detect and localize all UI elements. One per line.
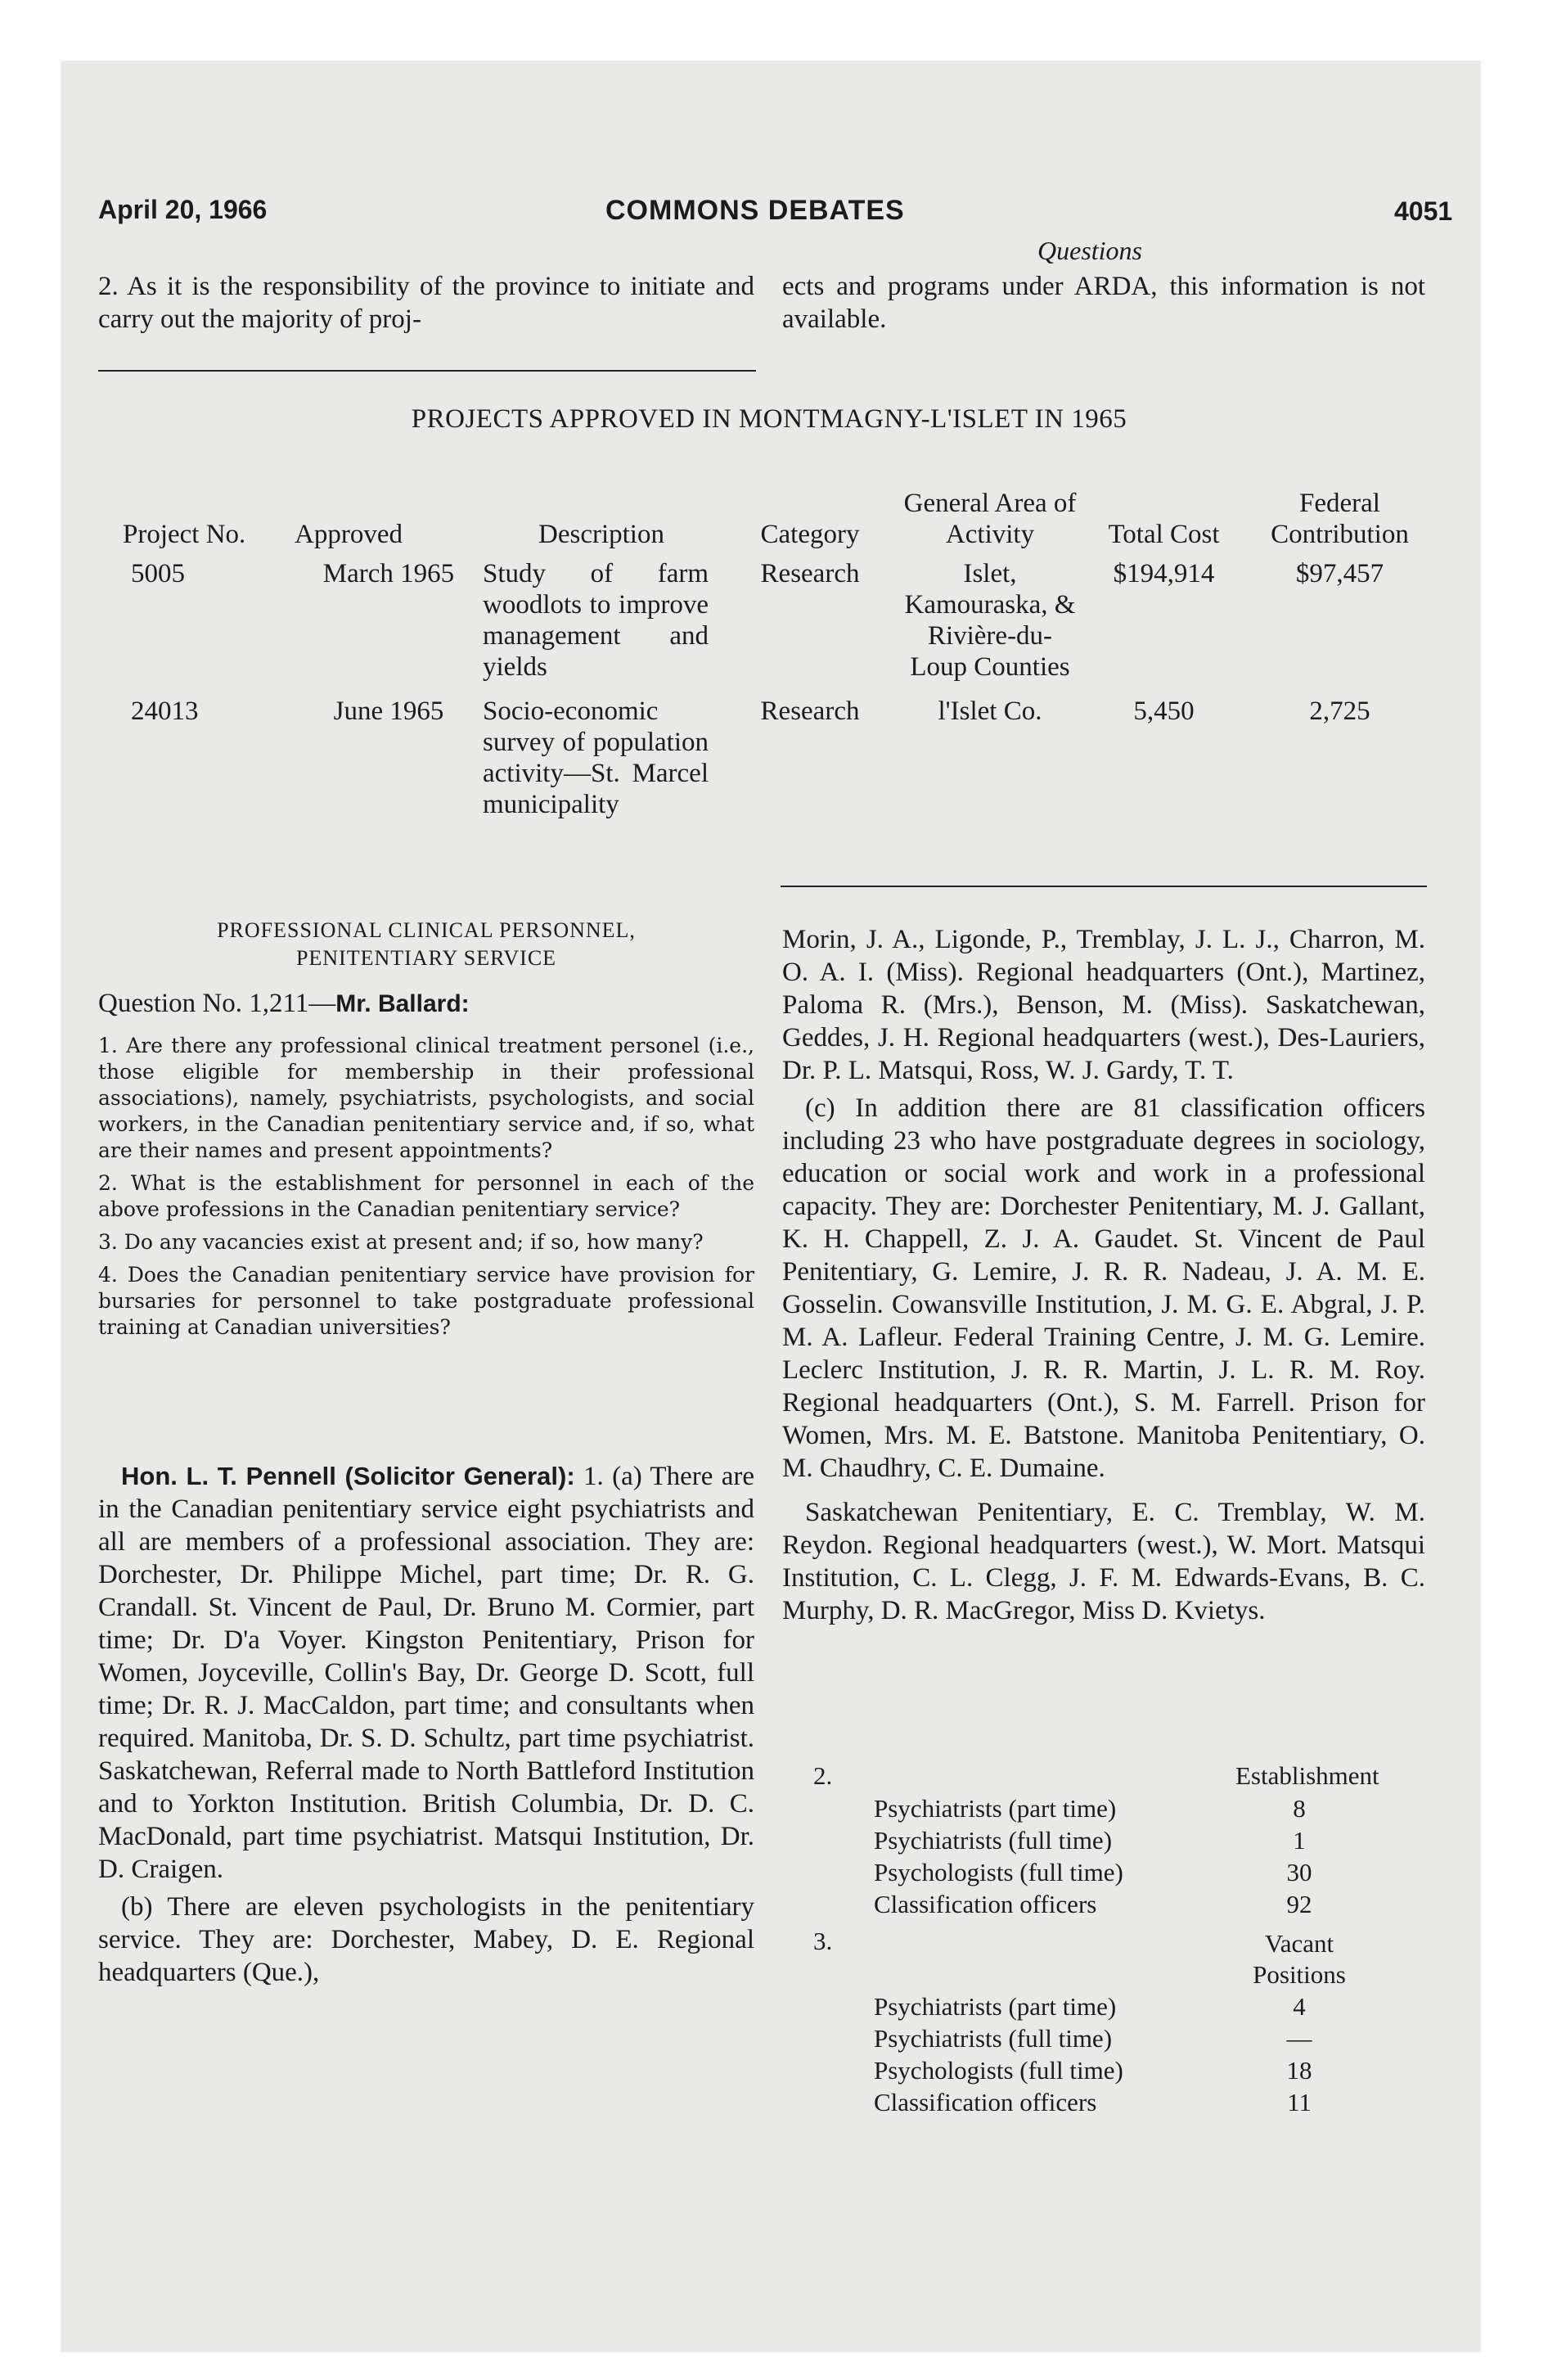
section-heading: PROFESSIONAL CLINICAL PERSONNEL, — [217, 918, 636, 942]
cell-area: l'Islet Co. — [938, 696, 1042, 726]
cell-description: Study of farm woodlots to improve management and yields — [483, 559, 709, 682]
header-page-number: 4051 — [1394, 196, 1453, 226]
row-label: Psychologists (full time) — [874, 1858, 1123, 1886]
cell-area: Islet, Kamouraska, & Rivière-du-Loup Counties — [904, 559, 1076, 682]
row-value: 92 — [1286, 1890, 1312, 1918]
row-value: — — [1286, 2024, 1312, 2053]
table-row — [874, 1792, 1348, 1824]
table-row — [874, 1856, 1348, 1888]
col-total-cost: Total Cost — [1108, 520, 1220, 549]
question-number: Question No. 1,211— — [98, 989, 336, 1018]
row-value: 1 — [1293, 1826, 1306, 1855]
cell-category: Research — [760, 696, 860, 726]
row-value: 30 — [1286, 1858, 1312, 1886]
answer-block — [98, 1460, 754, 1989]
col-general-area: General Area of Activity — [903, 489, 1077, 549]
table-row — [123, 683, 1432, 820]
row-label: Psychiatrists (full time) — [874, 1826, 1113, 1855]
paragraph: (c) In addition there are 81 classification officers including 23 who have postgraduate degrees in sociology, education or social work and work in a professional capacity. They are: Dorchester Penitentiary, M. J. Gallant, K. H. Chappell, Z. J. A. Gaudet. St. Vincent de Paul Penitentiary, G. Lemire, J. R. R. Nadeau, J. A. M. E. Gosselin. Cowansville Institution, J. M. G. E. Abgral, J. P. M. A. Lafleur. Federal Training Centre, J. M. G. Lemire. Leclerc Institution, J. R. R. Martin, J. L. R. M. Roy. Regional headquarters (Ont.), S. M. Farrell. Prison for Women, Mrs. M. E. Batstone. Manitoba Penitentiary, O. M. Chaudhry, C. E. Dumaine. — [782, 1093, 1425, 1483]
table-row — [874, 1990, 1348, 2022]
vacant-heading-line: Vacant — [1264, 1929, 1334, 1958]
section-subheading: PENITENTIARY SERVICE — [295, 946, 557, 970]
answer-speaker: Hon. L. T. Pennell (Solicitor General): — [121, 1462, 575, 1490]
divider — [98, 370, 756, 372]
row-label: Psychiatrists (full time) — [874, 2024, 1113, 2053]
section-label: Questions — [1037, 236, 1142, 265]
table-row — [874, 1888, 1348, 1920]
table-row — [874, 2054, 1348, 2086]
row-label: Psychiatrists (part time) — [874, 1992, 1117, 2021]
establishment-table — [874, 1792, 1348, 1920]
table-row — [874, 1824, 1348, 1856]
table-row — [874, 2086, 1348, 2118]
questioner: Mr. Ballard: — [335, 990, 470, 1017]
cell-federal: $97,457 — [1295, 559, 1384, 588]
cell-total-cost: 5,450 — [1133, 696, 1195, 726]
row-label: Classification officers — [874, 2088, 1097, 2116]
header-title: COMMONS DEBATES — [605, 195, 905, 226]
col-approved: Approved — [295, 520, 403, 549]
cell-category: Research — [760, 559, 860, 588]
table-row — [874, 2022, 1348, 2054]
question-2: 2. What is the establishment for personnel in each of the above professions in the Canadian penitentiary service? — [98, 1171, 754, 1221]
right-text — [782, 923, 1425, 1627]
question-1: 1. Are there any professional clinical treatment personel (i.e., those eligible for membership in their professional associations), namely, psychiatrists, psychologists, and social workers, in the Canadian penitentiary service and, if so, what are their names and present appointments? — [98, 1034, 754, 1162]
table-row — [123, 550, 1432, 683]
answer-b: (b) There are eleven psychologists in the penitentiary service. They are: Dorchester, Mabey, D. E. Regional headquarters (Que.), — [98, 1892, 754, 1987]
row-value: 4 — [1293, 1992, 1306, 2021]
vacant-heading-line: Positions — [1253, 1960, 1346, 1989]
question-label — [98, 989, 470, 1019]
question-4: 4. Does the Canadian penitentiary service have provision for bursaries for personnel to take postgraduate professional training at Canadian universities? — [98, 1263, 754, 1339]
vacant-heading — [1250, 1928, 1348, 1990]
col-description: Description — [538, 520, 664, 549]
establishment-heading: Establishment — [1235, 1761, 1379, 1790]
row-label: Psychiatrists (part time) — [874, 1794, 1117, 1823]
paragraph: Saskatchewan Penitentiary, E. C. Tremblay, W. M. Reydon. Regional headquarters (west.), W. Mort. Matsqui Institution, C. L. Clegg, J. F. M. Edwards-Evans, B. C. Murphy, D. R. MacGregor, Miss D. Kvietys. — [782, 1498, 1425, 1625]
paragraph: Morin, J. A., Ligonde, P., Tremblay, J. L. J., Charron, M. O. A. I. (Miss). Regional headquarters (Ont.), Martinez, Paloma R. (Mrs.), Benson, M. (Miss). Saskatchewan, Geddes, J. H. Regional headquarters (west.), Des-Lauriers, Dr. P. L. Matsqui, Ross, W. J. Gardy, T. T. — [782, 925, 1425, 1085]
intro-left: 2. As it is the responsibility of the province to initiate and carry out the majority of proj- — [98, 272, 754, 334]
vacant-table — [874, 1990, 1348, 2118]
questions-block — [98, 1033, 754, 1347]
question-3: 3. Do any vacancies exist at present and; if so, how many? — [98, 1230, 704, 1254]
col-category: Category — [760, 520, 860, 549]
cell-project-no: 5005 — [131, 559, 185, 588]
item-number: 3. — [813, 1927, 833, 1955]
row-value: 18 — [1286, 2056, 1312, 2085]
cell-description: Socio-economic survey of population activity—St. Marcel municipality — [483, 696, 709, 819]
col-federal-contribution: Federal Contribution — [1271, 489, 1409, 549]
cell-approved: March 1965 — [322, 559, 455, 588]
row-value: 11 — [1287, 2088, 1312, 2116]
projects-title: PROJECTS APPROVED IN MONTMAGNY-L'ISLET IN 1965 — [411, 404, 1127, 434]
item-number: 2. — [813, 1761, 833, 1790]
header-date: April 20, 1966 — [98, 195, 268, 224]
cell-total-cost: $194,914 — [1113, 559, 1215, 588]
row-value: 8 — [1293, 1794, 1306, 1823]
table-header-row — [123, 458, 1432, 550]
cell-approved: June 1965 — [333, 696, 444, 726]
cell-project-no: 24013 — [131, 696, 199, 726]
cell-federal: 2,725 — [1309, 696, 1370, 726]
intro-right: ects and programs under ARDA, this information is not available. — [782, 272, 1425, 334]
row-label: Psychologists (full time) — [874, 2056, 1123, 2085]
divider — [781, 886, 1427, 887]
answer-a: 1. (a) There are in the Canadian penitentiary service eight psychiatrists and all are members of a professional association. They are: Dorchester, Dr. Philippe Michel, part time; Dr. R. G. Crandall. St. Vincent de Paul, Dr. Bruno M. Cormier, part time; Dr. D'a Voyer. Kingston Penitentiary, Prison for Women, Joyceville, Collin's Bay, Dr. George D. Scott, full time; Dr. R. J. MacCaldon, part time; and consultants when required. Manitoba, Dr. S. D. Schultz, part time psychiatrist. Saskatchewan, Referral made to North Battleford Institution and to Yorkton Institution. British Columbia, Dr. D. C. MacDonald, part time psychiatrist. Matsqui Institution, Dr. D. Craigen. — [98, 1462, 754, 1884]
col-project-no: Project No. — [123, 520, 246, 549]
row-label: Classification officers — [874, 1890, 1097, 1918]
projects-table — [123, 458, 1432, 820]
